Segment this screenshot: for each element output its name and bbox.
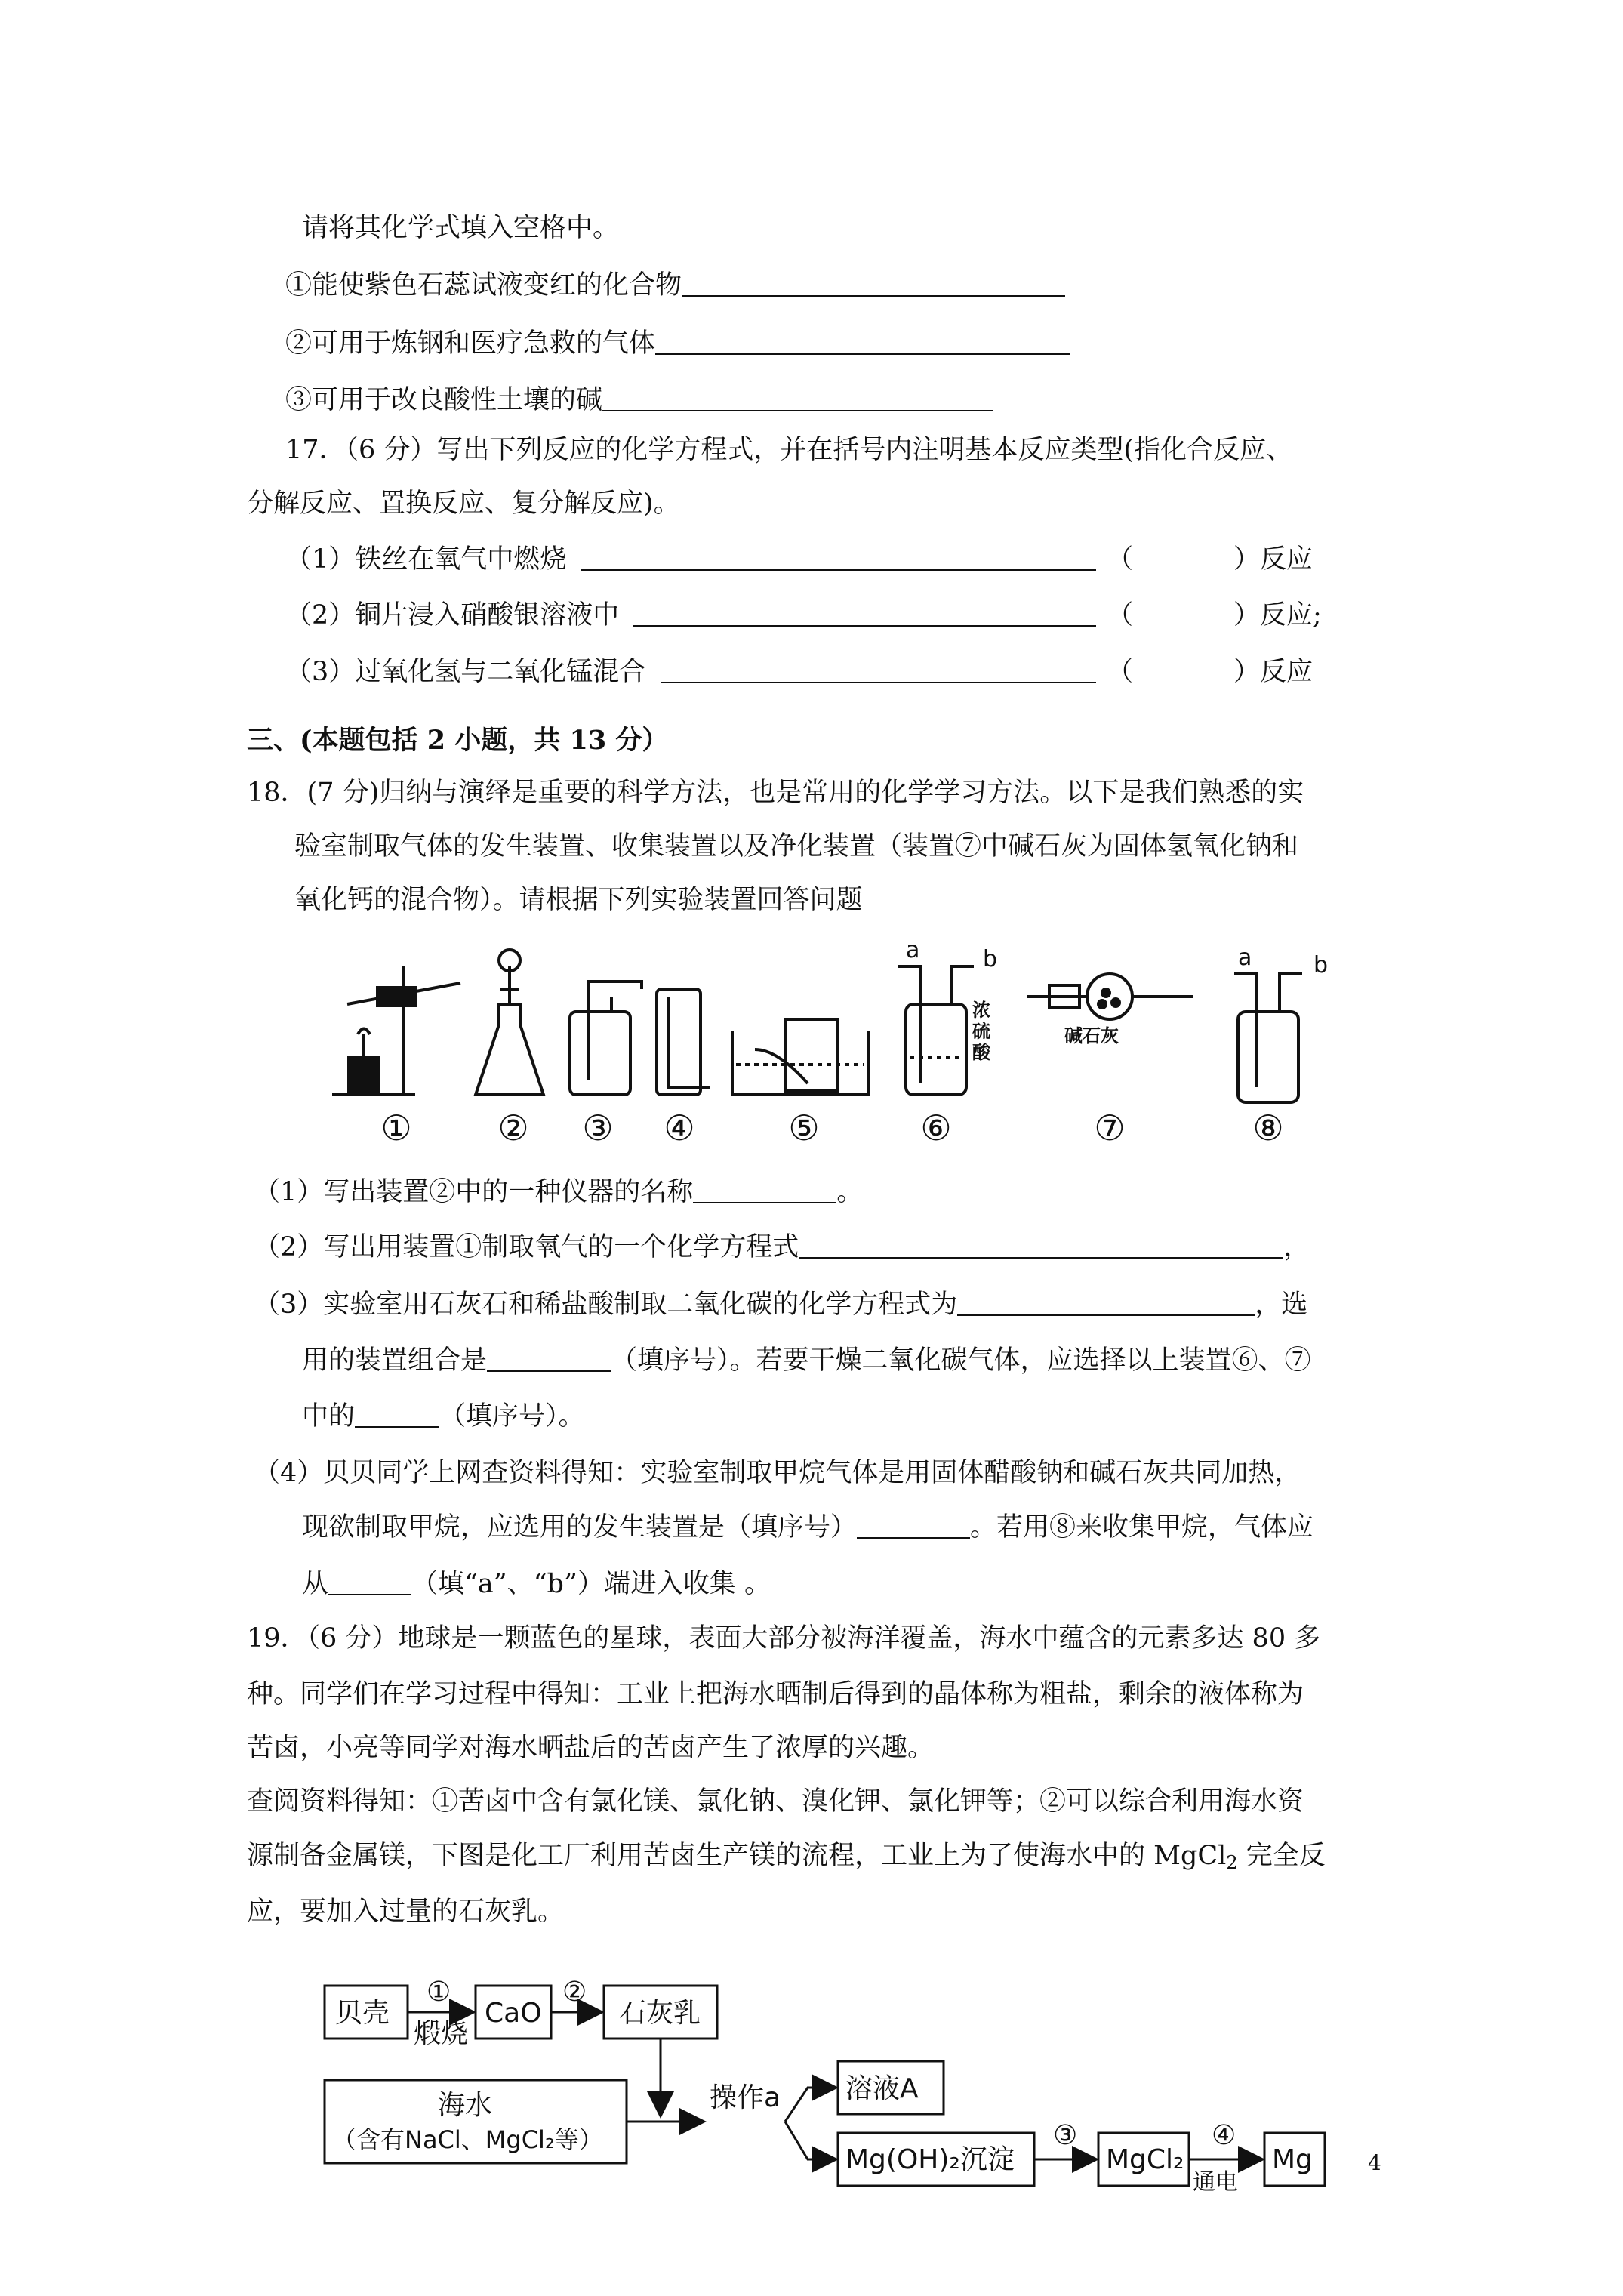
q17-title-b: 分解反应、置换反应、复分解反应)。 [247,488,680,519]
acid-label-2: 硫 [972,1021,990,1042]
flow-precipitate: Mg(OH)₂沉淀 [845,2144,1015,2175]
q18-part-3b [302,1342,1311,1379]
q16-item-1 [285,267,1065,304]
flow-seawater: 海水 [438,2090,493,2121]
q18-part-3b-end: （填序号）。若要干燥二氧化碳气体，应选择以上装置⑥、⑦ [611,1345,1311,1376]
q18-intro-2: 验室制取气体的发生装置、收集装置以及净化装置（装置⑦中碱石灰为固体氢氧化钠和 [294,831,1299,861]
q17-paren-open-2: （ [1107,600,1134,630]
q18-part-3a-end: ，选 [1255,1290,1308,1320]
q18-part-4c-answer[interactable] [328,1568,411,1595]
q18-part-3b-answer[interactable] [487,1345,611,1372]
q18-part-3c [302,1398,585,1435]
label-a-8: a [1238,945,1252,971]
apparatus-number-2: ② [497,1108,529,1148]
q19-line-6: 应，要加入过量的石灰乳。 [247,1897,565,1927]
q19-line-1: 19．（6 分）地球是一颗蓝色的星球，表面大部分被海洋覆盖，海水中蕴含的元素多达 80 多 [247,1623,1321,1653]
flow-calcine: 煅烧 [414,2018,469,2049]
q18-part-1 [254,1174,863,1210]
apparatus-number-4: ④ [664,1108,695,1148]
q16-item-1-label: ①能使紫色石蕊试液变红的化合物 [285,270,682,300]
apparatus-2 [476,950,544,1095]
q17-equation-2[interactable] [633,599,1096,627]
flow-step-2: ② [562,1977,587,2008]
q18-part-3a [254,1287,1307,1323]
label-b-8: b [1313,952,1329,978]
apparatus-number-5: ⑤ [788,1108,820,1148]
apparatus-number-7: ⑦ [1094,1108,1126,1148]
apparatus-4 [657,989,710,1095]
q19-line-5-b: 完全反 [1237,1841,1326,1871]
apparatus-3 [570,982,642,1095]
q18-part-1-text: （1）写出装置②中的一种仪器的名称 [254,1177,694,1207]
apparatus-number-6: ⑥ [920,1108,952,1148]
flow-mg: Mg [1272,2144,1313,2175]
flow-mgcl2: MgCl₂ [1106,2144,1184,2175]
q16-answer-1[interactable] [682,270,1065,297]
apparatus-number-8: ⑧ [1252,1108,1284,1148]
q17-equation-1[interactable] [581,544,1096,571]
flow-cao: CaO [485,1998,542,2029]
q18-part-2-end: ， [1283,1232,1310,1262]
q18-part-4c [302,1566,771,1602]
q17-item-3-label: （3）过氧化氢与二氧化锰混合 [285,657,646,687]
apparatus-number-1: ① [380,1108,412,1148]
q18-part-3c-text: 中的 [302,1401,356,1432]
q18-part-4b [302,1509,1313,1546]
q17-paren-open-3: （ [1107,657,1134,687]
q17-paren-close-1: ）反应 [1233,544,1313,575]
q17-paren-close-2: ）反应; [1233,600,1322,630]
flow-shell: 贝壳 [335,1998,390,2029]
flow-step-1: ① [427,1977,451,2008]
flow-electrolysis: 通电 [1193,2169,1238,2196]
q18-part-4a: （4）贝贝同学上网查资料得知：实验室制取甲烷气体是用固体醋酸钠和碱石灰共同加热， [254,1458,1301,1488]
q16-item-2 [285,325,1070,362]
q18-part-2-answer[interactable] [799,1231,1283,1259]
q18-part-3a-text: （3）实验室用石灰石和稀盐酸制取二氧化碳的化学方程式为 [254,1290,958,1320]
q17-item-1-label: （1）铁丝在氧气中燃烧 [285,544,567,575]
apparatus-figure [325,944,1336,1148]
q19-line-2: 种。同学们在学习过程中得知：工业上把海水晒制后得到的晶体称为粗盐，剩余的液体称为 [247,1679,1304,1709]
acid-label-1: 浓 [972,1000,990,1021]
flow-lime-milk: 石灰乳 [619,1998,701,2029]
q17-title-a: 17．（6 分）写出下列反应的化学方程式，并在括号内注明基本反应类型(指化合反应、 [285,435,1293,465]
q17-item-3 [285,654,1313,690]
q17-item-2 [285,597,1322,633]
page-number: 4 [1368,2150,1381,2175]
apparatus-number-3: ③ [582,1108,614,1148]
flow-step-4: ④ [1212,2120,1236,2151]
q18-part-4c-text: 从 [302,1569,329,1599]
label-b-6: b [983,946,998,972]
label-a-6: a [906,944,920,963]
intro-text: 请将其化学式填入空格中。 [302,213,620,243]
q16-answer-3[interactable] [602,384,993,411]
q16-item-3-label: ③可用于改良酸性土壤的碱 [285,385,603,415]
q19-line-3: 苦卤，小亮等同学对海水晒盐后的苦卤产生了浓厚的兴趣。 [247,1733,935,1763]
flow-solution-a: 溶液A [845,2073,919,2104]
q18-part-2 [254,1229,1310,1265]
q18-part-4b-end: 。若用⑧来收集甲烷，气体应 [970,1512,1314,1542]
q19-line-5 [247,1838,1326,1881]
section-3-heading: 三、(本题包括 2 小题，共 13 分） [247,725,669,756]
flow-seawater-note: （含有NaCl、MgCl₂等） [332,2125,603,2154]
q17-paren-close-3: ）反应 [1233,657,1313,687]
q18-part-4b-answer[interactable] [857,1512,970,1539]
q18-part-1-end: 。 [836,1177,864,1207]
q18-part-3a-answer[interactable] [957,1289,1255,1316]
q17-paren-open-1: （ [1107,544,1134,575]
q18-part-4b-text: 现欲制取甲烷，应选用的发生装置是（填序号） [302,1512,858,1542]
soda-lime-label: 碱石灰 [1064,1025,1119,1046]
apparatus-1 [332,966,460,1095]
apparatus-6 [898,966,974,1095]
q18-part-1-answer[interactable] [693,1176,836,1203]
apparatus-5 [732,1019,868,1095]
apparatus-7 [1027,974,1193,1019]
q18-part-3c-answer[interactable] [355,1401,439,1428]
q16-answer-2[interactable] [655,328,1070,355]
q17-item-2-label: （2）铜片浸入硝酸银溶液中 [285,600,620,630]
q18-intro-3: 氧化钙的混合物）。请根据下列实验装置回答问题 [294,885,863,915]
q18-part-3c-end: （填序号）。 [439,1401,585,1432]
q16-item-3 [285,382,993,418]
acid-label-3: 酸 [972,1042,990,1063]
q16-item-2-label: ②可用于炼钢和医疗急救的气体 [285,328,656,359]
q17-equation-3[interactable] [661,656,1096,683]
q18-part-2-text: （2）写出用装置①制取氧气的一个化学方程式 [254,1232,799,1262]
flow-step-3: ③ [1053,2120,1078,2151]
q18-intro-1: 18．(7 分)归纳与演绎是重要的科学方法，也是常用的化学学习方法。以下是我们熟悉的实 [247,778,1304,808]
flow-operation: 操作a [710,2082,781,2113]
q18-part-3b-text: 用的装置组合是 [302,1345,488,1376]
q19-line-5-sub: 2 [1226,1852,1238,1873]
q19-line-5-a: 源制备金属镁，下图是化工厂利用苦卤生产镁的流程，工业上为了使海水中的 MgCl [247,1841,1227,1871]
apparatus-8 [1234,974,1302,1102]
q19-line-4: 查阅资料得知：①苦卤中含有氯化镁、氯化钠、溴化钾、氯化钾等；②可以综合利用海水资 [247,1786,1304,1817]
q18-part-4c-end: （填“a”、“b”）端进入收集 。 [411,1569,771,1599]
magnesium-flowchart [317,1963,1404,2205]
q17-item-1 [285,541,1313,578]
